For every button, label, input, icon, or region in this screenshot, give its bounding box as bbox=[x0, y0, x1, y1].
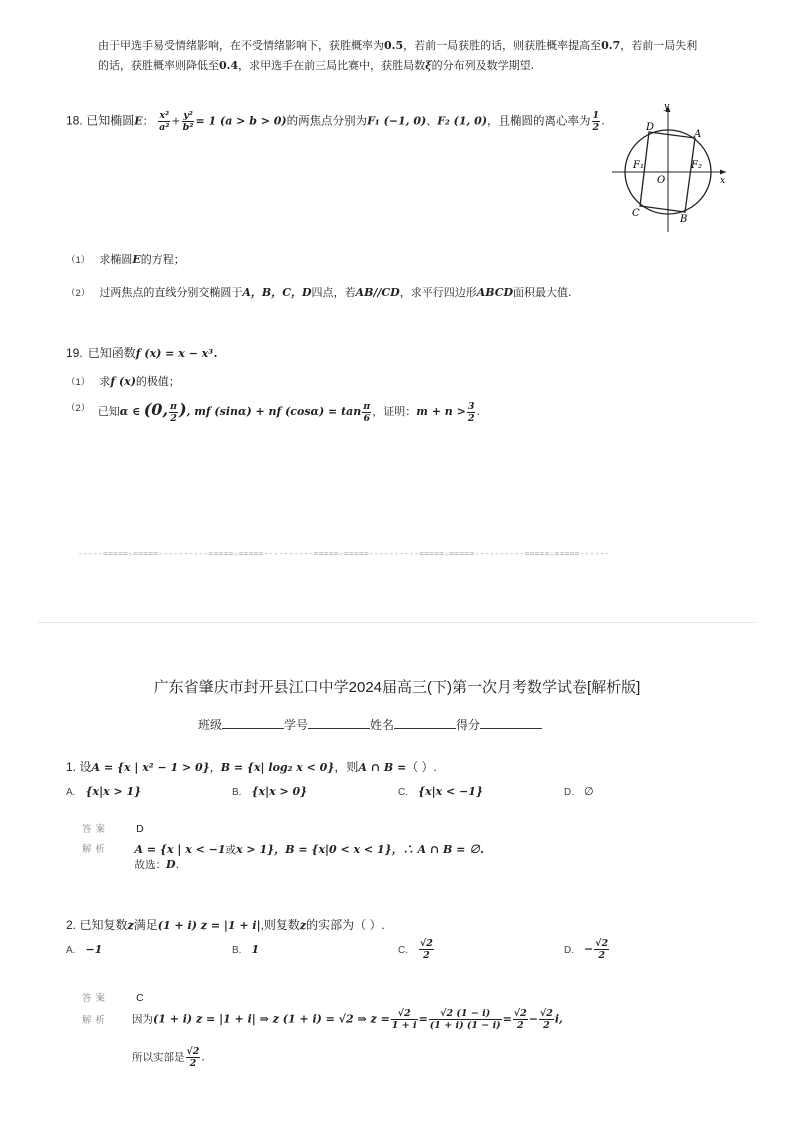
denominator: 2 bbox=[543, 1020, 550, 1031]
intro-text: ，若前一局获胜的话，则获胜概率提高至 bbox=[403, 39, 602, 52]
numerator: 3 bbox=[467, 400, 475, 412]
intro-line-1 bbox=[98, 36, 738, 56]
p1-option-a[interactable] bbox=[66, 785, 141, 798]
option-value: {x|x > 1} bbox=[85, 785, 142, 798]
p2-analysis-line-2 bbox=[132, 1046, 205, 1069]
numerator: √2 bbox=[186, 1046, 200, 1057]
math: f (x) = x − x³ bbox=[135, 347, 214, 360]
punct: ： bbox=[142, 114, 154, 128]
name-label: 姓名 bbox=[370, 718, 395, 732]
denominator: a² bbox=[159, 122, 170, 133]
intro-text: 由于甲选手易受情绪影响，在不受情绪影响下，获胜概率为 bbox=[98, 39, 384, 52]
fraction-x2-a2 bbox=[158, 110, 170, 133]
numerator: √2 bbox=[420, 938, 433, 949]
fraction-pi-6 bbox=[362, 401, 371, 424]
sub-text: ，求平行四边形 bbox=[399, 286, 477, 299]
denominator: b² bbox=[182, 122, 194, 133]
minus-sign: − bbox=[528, 1012, 538, 1026]
option-key: C. bbox=[398, 787, 408, 798]
denominator: 2 bbox=[517, 1020, 524, 1031]
math: ) bbox=[178, 400, 187, 419]
prob-value: 0.5 bbox=[384, 39, 404, 52]
question-text: 满足 bbox=[133, 918, 158, 932]
intro-paragraph bbox=[98, 36, 738, 76]
p1-option-d[interactable] bbox=[564, 785, 594, 798]
punct: . bbox=[175, 858, 180, 871]
math: A ∩ B = bbox=[358, 761, 407, 774]
option-key: A. bbox=[66, 945, 76, 956]
question-text: 已知椭圆 bbox=[86, 113, 135, 128]
math: z bbox=[299, 919, 307, 932]
sub-number: （1） bbox=[66, 377, 91, 388]
question-18: 18. 已知椭圆E： $\frac{\text{x²}}{\text{a²}}$ + $\frac{\text{y²}}{\text{b²}}$ = 1 (a > b > 0)的两焦点分别为F₁ (−1, 0)、F₂ (1, 0)，且椭圆的离心率为 $\frac{1}{2}$ . bbox=[66, 110, 605, 133]
or-text: 或 bbox=[225, 844, 237, 856]
prob-value: 0.7 bbox=[601, 39, 621, 52]
decorative-divider: -----=====☆=====----------=====☆=====----------=====☆=====----------=====☆=====----------=====☆=====------ bbox=[78, 549, 610, 558]
p1-analysis-row bbox=[82, 841, 484, 872]
numerator: √2 bbox=[595, 938, 609, 949]
math: (1 + i) z = |1 + i| bbox=[157, 919, 261, 932]
denominator: 2 bbox=[423, 950, 430, 961]
option-value: {x|x < −1} bbox=[418, 785, 484, 798]
math: = bbox=[418, 1012, 428, 1026]
so-text: 所以实部是 bbox=[132, 1051, 185, 1064]
sub-text: 的方程； bbox=[140, 253, 185, 266]
question-number: 18. bbox=[66, 113, 83, 128]
denominator: 2 bbox=[598, 950, 605, 961]
numerator: 1 bbox=[592, 110, 600, 121]
math: ，B = {x|0 < x < 1}，∴ A ∩ B = ∅. bbox=[274, 843, 484, 856]
fraction-sqrt2-2 bbox=[419, 938, 434, 961]
math: A = {x | x² − 1 > 0} bbox=[91, 761, 210, 774]
analysis-label: 解析 bbox=[82, 844, 110, 855]
question-19 bbox=[66, 342, 218, 361]
fraction bbox=[513, 1008, 528, 1031]
option-key: B. bbox=[232, 787, 242, 798]
denominator: 1 + i bbox=[391, 1020, 417, 1031]
intro-line-2 bbox=[98, 56, 738, 76]
problem-2 bbox=[66, 916, 385, 933]
label-c: C bbox=[632, 208, 640, 219]
math: x > 1} bbox=[236, 843, 275, 856]
minus-sign: − bbox=[584, 942, 594, 956]
question-number: 1. bbox=[66, 760, 77, 774]
p2-answer-row bbox=[82, 986, 144, 1005]
answer-value: D bbox=[136, 823, 144, 835]
fraction-half bbox=[592, 110, 601, 133]
choose-text: 故选： bbox=[134, 859, 167, 871]
sub-number: （1） bbox=[66, 255, 91, 266]
label-o: O bbox=[657, 175, 666, 186]
question-text: ，则 bbox=[334, 760, 359, 774]
numerator: π bbox=[170, 400, 177, 412]
p2-option-a[interactable] bbox=[66, 943, 102, 956]
xi-symbol: ξ bbox=[425, 59, 432, 72]
analysis-label: 解析 bbox=[82, 1015, 110, 1026]
punct: 、 bbox=[426, 114, 438, 128]
p2-option-c[interactable] bbox=[398, 938, 435, 961]
intro-text: ，若前一局失利 bbox=[620, 39, 698, 52]
denominator: 2 bbox=[467, 412, 475, 424]
math: , mf (sinα) + nf (cosα) = tan bbox=[186, 405, 362, 418]
option-value: {x|x > 0} bbox=[251, 785, 308, 798]
question-text: 的实部为（ ）. bbox=[306, 918, 385, 932]
q18-sub-2 bbox=[66, 281, 572, 303]
numerator: π bbox=[363, 400, 371, 412]
ellipse-figure bbox=[608, 100, 732, 234]
option-value: 1 bbox=[251, 943, 260, 956]
math: α ∈ bbox=[119, 405, 141, 418]
sub-text: 面积最大值. bbox=[513, 286, 572, 299]
p2-option-b[interactable] bbox=[232, 943, 259, 956]
label-f1: F₁ bbox=[633, 160, 644, 171]
sub-text: 求 bbox=[99, 375, 111, 388]
intro-text: 的话，获胜概率则降低至 bbox=[98, 59, 219, 72]
p1-answer-row bbox=[82, 817, 144, 836]
math: B = {x| log₂ x < 0} bbox=[220, 761, 335, 774]
question-text: ，且椭圆的离心率为 bbox=[487, 115, 591, 128]
option-key: D. bbox=[564, 944, 574, 956]
p1-option-c[interactable] bbox=[398, 785, 483, 798]
q19-sub-2 bbox=[66, 400, 480, 424]
math: E bbox=[132, 253, 141, 266]
math: A，B，C，D bbox=[242, 286, 312, 299]
option-key: A. bbox=[66, 787, 76, 798]
class-label: 班级 bbox=[198, 718, 223, 732]
fraction-sqrt2-2 bbox=[594, 938, 609, 961]
p1-option-b[interactable] bbox=[232, 785, 307, 798]
denominator: 2 bbox=[189, 1058, 197, 1069]
math: F₁ (−1, 0) bbox=[367, 114, 427, 128]
math: A = {x | x < −1 bbox=[134, 843, 226, 856]
denominator: (1 + i) (1 − i) bbox=[429, 1020, 501, 1031]
fraction-y2-b2 bbox=[182, 110, 195, 133]
x-arrow-icon bbox=[720, 170, 726, 175]
score-label: 得分 bbox=[456, 718, 481, 732]
fraction bbox=[429, 1008, 502, 1031]
denominator: 2 bbox=[170, 412, 177, 424]
sub-text: 的极值； bbox=[135, 375, 180, 388]
sub-number: （2） bbox=[66, 403, 91, 414]
fraction bbox=[391, 1008, 418, 1031]
numerator: x² bbox=[159, 110, 170, 121]
student-info bbox=[198, 716, 542, 733]
math: m + n > bbox=[416, 405, 466, 418]
label-a: A bbox=[694, 129, 702, 140]
p2-option-d[interactable] bbox=[564, 938, 610, 961]
math: F₂ (1, 0) bbox=[437, 114, 488, 128]
sub-text: 已知 bbox=[97, 405, 120, 418]
punct: . bbox=[476, 405, 480, 418]
prob-value: 0.4 bbox=[219, 59, 239, 72]
question-text: （ ）. bbox=[406, 760, 437, 774]
score-blank[interactable] bbox=[480, 716, 542, 729]
sub-text: ，证明： bbox=[372, 405, 417, 418]
punct: . bbox=[201, 1050, 205, 1064]
sub-text: 求椭圆 bbox=[99, 253, 133, 266]
numerator: √2 (1 − i) bbox=[429, 1008, 502, 1020]
math: (1 + i) z = |1 + i| ⇒ z (1 + i) = √2 ⇒ z = bbox=[153, 1012, 390, 1026]
numerator: y² bbox=[183, 110, 193, 121]
sub-number: （2） bbox=[66, 288, 91, 299]
answer-value: C bbox=[136, 992, 144, 1004]
id-label: 学号 bbox=[284, 718, 309, 732]
sub-text: 过两焦点的直线分别交椭圆于 bbox=[99, 286, 243, 299]
id-blank[interactable] bbox=[308, 716, 370, 729]
label-f2: F₂ bbox=[691, 160, 702, 171]
math: (0, bbox=[143, 400, 169, 419]
math: ABCD bbox=[476, 286, 514, 299]
math: i, bbox=[554, 1012, 563, 1026]
numerator: √2 bbox=[539, 1008, 553, 1019]
question-text: 设 bbox=[79, 760, 92, 774]
question-text: ,则复数 bbox=[260, 918, 300, 932]
p2-analysis-line-1 bbox=[132, 1008, 563, 1031]
sub-text: 四点，若 bbox=[311, 286, 356, 299]
numerator: √2 bbox=[513, 1008, 527, 1019]
fraction-pi-2 bbox=[169, 401, 178, 424]
label-d: D bbox=[646, 122, 655, 133]
question-text: 已知函数 bbox=[87, 346, 136, 360]
label-x: x bbox=[720, 176, 726, 186]
class-blank[interactable] bbox=[222, 716, 284, 729]
label-b: B bbox=[680, 214, 688, 225]
question-number: 19. bbox=[66, 346, 83, 360]
math: = 1 (a > b > 0) bbox=[195, 114, 287, 128]
choose-value: D bbox=[166, 858, 176, 871]
option-key: D. bbox=[564, 787, 574, 798]
fraction bbox=[539, 1008, 554, 1031]
punct: . bbox=[601, 114, 605, 128]
because-text: 因为 bbox=[132, 1013, 153, 1026]
denominator: 6 bbox=[363, 412, 371, 424]
question-number: 2. bbox=[66, 918, 77, 932]
question-text: 已知复数 bbox=[79, 918, 128, 932]
option-key: B. bbox=[232, 945, 242, 956]
answer-label: 答案 bbox=[82, 993, 110, 1004]
denominator: 2 bbox=[592, 122, 600, 133]
math: z bbox=[127, 919, 134, 932]
q18-sub-1 bbox=[66, 248, 185, 270]
punct: . bbox=[213, 342, 219, 361]
math: = bbox=[502, 1012, 512, 1026]
fraction-3-2 bbox=[467, 401, 476, 424]
fraction bbox=[186, 1046, 201, 1069]
numerator: √2 bbox=[391, 1008, 418, 1020]
intro-text: ，求甲选手在前三局比赛中，获胜局数 bbox=[238, 59, 426, 72]
math: E bbox=[134, 114, 143, 128]
option-value: ∅ bbox=[584, 785, 594, 798]
math: f (x) bbox=[110, 375, 136, 388]
q19-sub-1 bbox=[66, 370, 180, 392]
option-key: C. bbox=[398, 944, 408, 956]
punct: ， bbox=[209, 761, 221, 774]
page-break-line bbox=[38, 622, 756, 623]
answer-label: 答案 bbox=[82, 824, 110, 835]
name-blank[interactable] bbox=[394, 716, 456, 729]
question-text: 的两焦点分别为 bbox=[286, 115, 368, 128]
label-y: y bbox=[664, 102, 670, 112]
analysis-body bbox=[135, 841, 484, 872]
intro-text: 的分布列及数学期望. bbox=[431, 59, 535, 72]
exam-title: 广东省肇庆市封开县江口中学2024届高三(下)第一次月考数学试卷[解析版] bbox=[153, 679, 641, 696]
problem-1 bbox=[66, 758, 437, 775]
option-value: −1 bbox=[85, 943, 103, 956]
math: AB//CD bbox=[355, 286, 400, 299]
